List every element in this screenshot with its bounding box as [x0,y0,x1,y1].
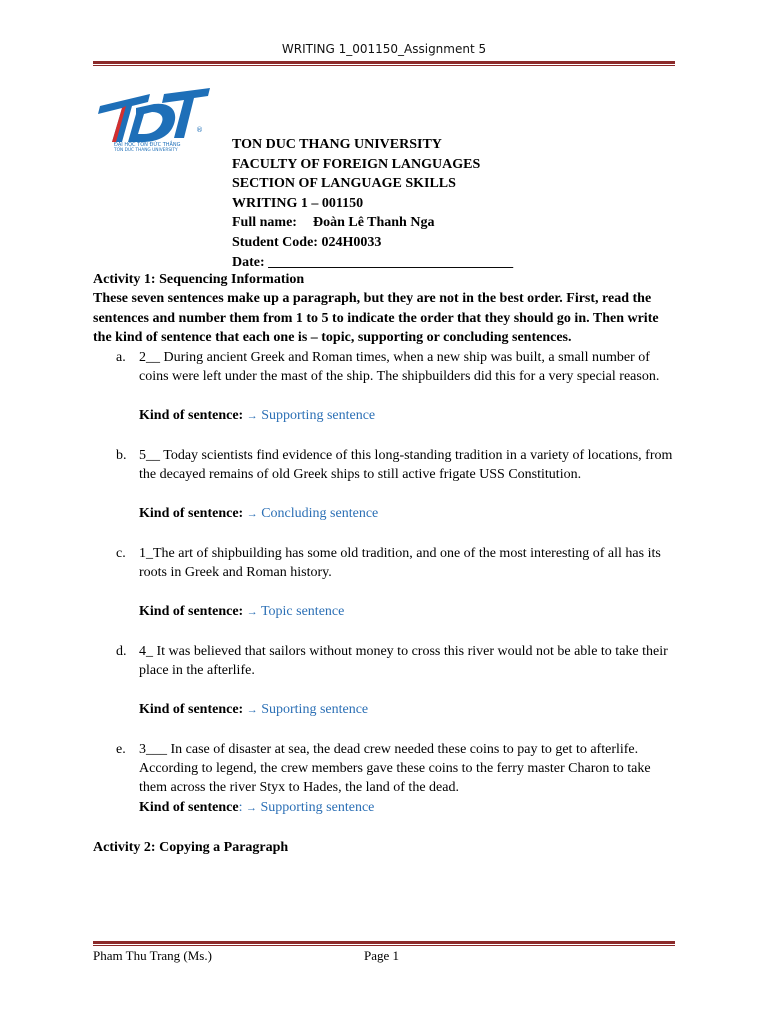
university-logo [92,86,212,152]
student-info [232,135,513,272]
svg-text:®: ® [196,126,203,134]
item-text: 2__ During ancient Greek and Roman times, when a new ship was built, a small number of coins were left under the mast of the ship. The shipbuilders did this for a very special reason. [139,349,660,385]
kind-answer: Suporting sentence [261,701,369,717]
full-name-value: Đoàn Lê Thanh Nga [312,215,435,231]
kind-of-sentence [93,504,675,524]
arrow-icon: → [246,409,258,422]
header-divider [93,61,675,66]
item-text: 3___ In case of disaster at sea, the dead crew needed these coins to pay to get to afterlife. According to legend, the crew members gave these coins to the ferry master Charon to take them across the river Styx to Hades, the land of the dead. [139,741,651,796]
list-item [93,642,675,681]
full-name-row [232,213,513,233]
item-letter: d. [116,643,127,659]
kind-of-sentence [93,406,675,426]
activity-2-title: Activity 2: Copying a Paragraph [93,839,289,855]
kind-label: Kind of sentence: [139,505,244,521]
kind-of-sentence: Kind of sentence: → Supporting sentence [139,799,375,815]
arrow-icon: → [246,703,258,716]
student-code: Student Code: 024H0033 [232,234,382,250]
item-letter: e. [116,741,126,757]
arrow-icon: → [246,507,258,520]
faculty-name: FACULTY OF FOREIGN LANGUAGES [232,156,481,172]
activity-1-title: Activity 1: Sequencing Information [93,272,305,287]
document-header: WRITING 1_001150_Assignment 5 [281,42,487,56]
item-text: 4_ It was believed that sailors without money to cross this river would not be able to take their place in the afterlife. [139,643,668,679]
list-item [93,446,675,485]
kind-answer: Supporting sentence [261,407,376,423]
kind-answer: Topic sentence [260,603,345,619]
svg-text:ĐẠI HỌC TÔN ĐỨC THẮNG: ĐẠI HỌC TÔN ĐỨC THẮNG [114,142,181,148]
page-number: Page 1 [364,948,400,963]
kind-label: Kind of sentence: [139,603,244,619]
kind-label: Kind of sentence: [139,701,244,717]
item-letter: c. [116,545,126,561]
date-line: Date: ___________________________________ [232,254,514,270]
arrow-icon: → [245,801,257,814]
item-letter: a. [116,349,126,365]
activity-1-instructions: These seven sentences make up a paragraph, but they are not in the best order. First, read the sentences and number them from 1 to 5 to indicate the order that they should go in. Then write the kind of sentence that each one is – topic, supporting or concluding sentences. [93,291,659,346]
full-name-label: Full name: [232,215,297,231]
arrow-icon: → [246,605,258,618]
footer-author: Pham Thu Trang (Ms.) [93,948,212,963]
item-text: 1_The art of shipbuilding has some old tradition, and one of the most interesting of all has its roots in Greek and Roman history. [139,545,661,581]
kind-label: Kind of sentence [139,799,239,815]
list-item [93,348,675,387]
list-item [93,740,675,798]
item-letter: b. [116,447,127,463]
svg-text:TON DUC THANG UNIVERSITY: TON DUC THANG UNIVERSITY [114,148,178,152]
course-name: WRITING 1 – 001150 [232,195,364,211]
list-item [93,544,675,583]
kind-of-sentence [93,602,675,622]
university-name: TON DUC THANG UNIVERSITY [232,137,442,152]
kind-answer: Concluding sentence [261,505,379,521]
item-text: 5__ Today scientists find evidence of this long-standing tradition in a variety of locations, from the decayed remains of old Greek ships to still active frigate USS Constitution. [139,447,673,483]
kind-label: Kind of sentence: [139,407,244,423]
activity-1 [93,270,675,857]
kind-answer: Supporting sentence [260,799,375,815]
section-name: SECTION OF LANGUAGE SKILLS [232,176,456,192]
kind-of-sentence [93,700,675,720]
footer-divider [93,941,675,946]
